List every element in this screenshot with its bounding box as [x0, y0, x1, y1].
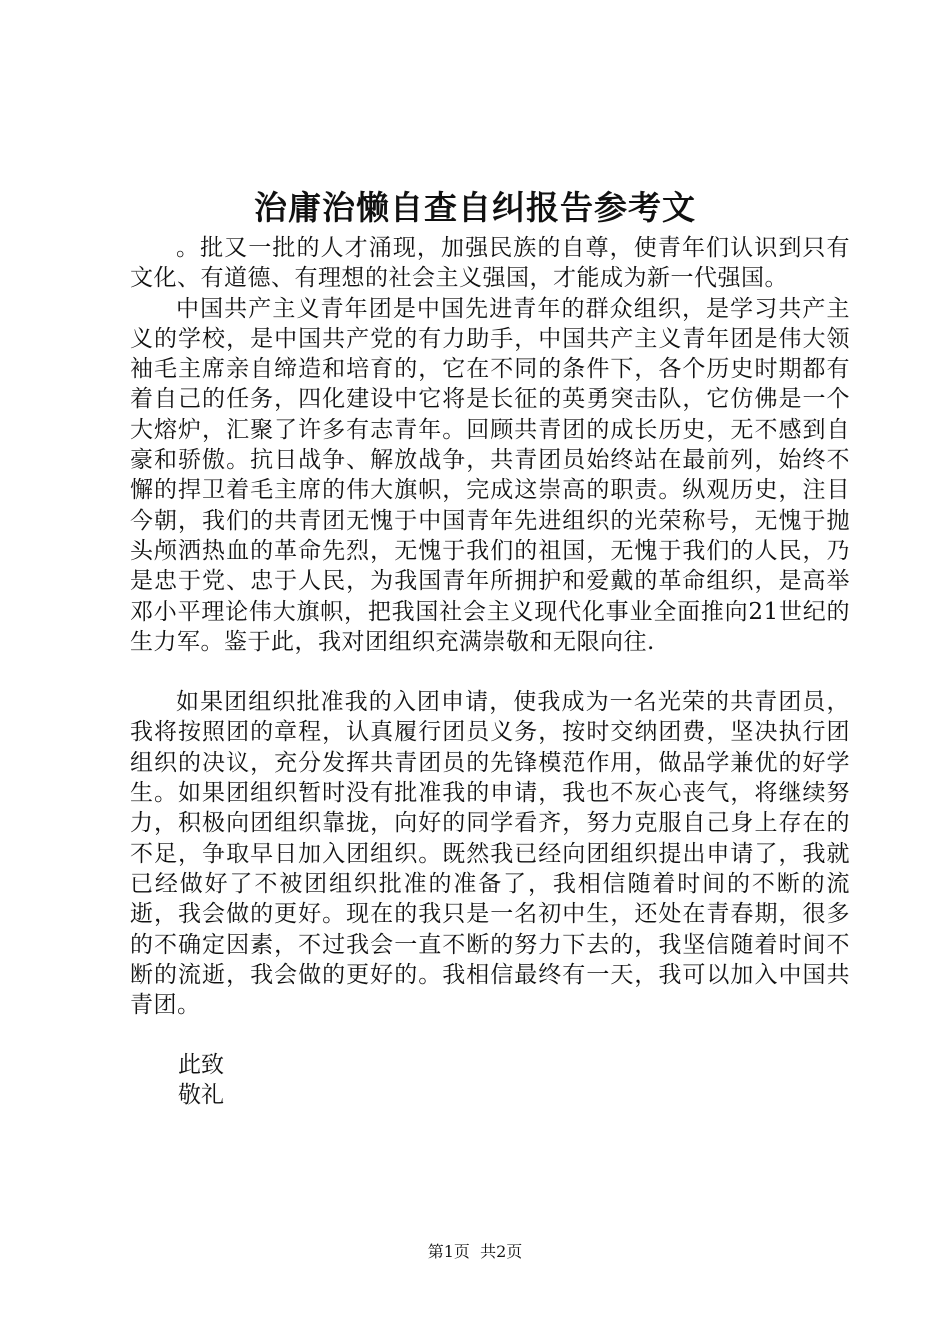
paragraph-1: 。批又一批的人才涌现，加强民族的自尊，使青年们认识到只有文化、有道德、有理想的社会主义强国，才能成为新一代强国。 — [130, 235, 850, 292]
paragraph-2: 中国共产主义青年团是中国先进青年的群众组织，是学习共产主义的学校，是中国共产党的有力助手，中国共产主义青年团是伟大领袖毛主席亲自缔造和培育的，它在不同的条件下，各个历史时期都有着自己的任务，四化建设中它将是长征的英勇突击队，它仿佛是一个大熔炉，汇聚了许多有志青年。回顾共青团的成长历史，无不感到自豪和骄傲。抗日战争、解放战争，共青团员始终站在最前列，始终不懈的捍卫着毛主席的伟大旗帜，完成这崇高的职责。纵观历史，注目今朝，我们的共青团无愧于中国青年先进组织的光荣称号，无愧于抛头颅洒热血的革命先烈，无愧于我们的祖国，无愧于我们的人民，乃是忠于党、忠于人民，为我国青年所拥护和爱戴的革命组织，是高举邓小平理论伟大旗帜，把我国社会主义现代化事业全面推向21世纪的生力军。鉴于此，我对团组织充满崇敬和无限向往. — [130, 295, 850, 655]
closing-regards: 敬礼 — [178, 1082, 224, 1109]
closing-salutation: 此致 — [178, 1052, 224, 1079]
document-title: 治庸治懒自查自纠报告参考文 — [254, 188, 696, 227]
page-number: 第1页 共2页 — [427, 1242, 523, 1261]
document-body — [130, 233, 850, 1110]
page-footer — [0, 1242, 950, 1262]
paragraph-spacer — [130, 657, 850, 687]
paragraph-spacer — [130, 1020, 850, 1050]
paragraph-3: 如果团组织批准我的入团申请，使我成为一名光荣的共青团员，我将按照团的章程，认真履行团员义务，按时交纳团费，坚决执行团组织的决议，充分发挥共青团员的先锋模范作用，做品学兼优的好学生。如果团组织暂时没有批准我的申请，我也不灰心丧气，将继续努力，积极向团组织靠拢，向好的同学看齐，努力克服自己身上存在的不足，争取早日加入团组织。既然我已经向团组织提出申请了，我就已经做好了不被团组织批准的准备了，我相信随着时间的不断的流逝，我会做的更好。现在的我只是一名初中生，还处在青春期，很多的不确定因素，不过我会一直不断的努力下去的，我坚信随着时间不断的流逝，我会做的更好的。我相信最终有一天，我可以加入中国共青团。 — [130, 689, 850, 1019]
